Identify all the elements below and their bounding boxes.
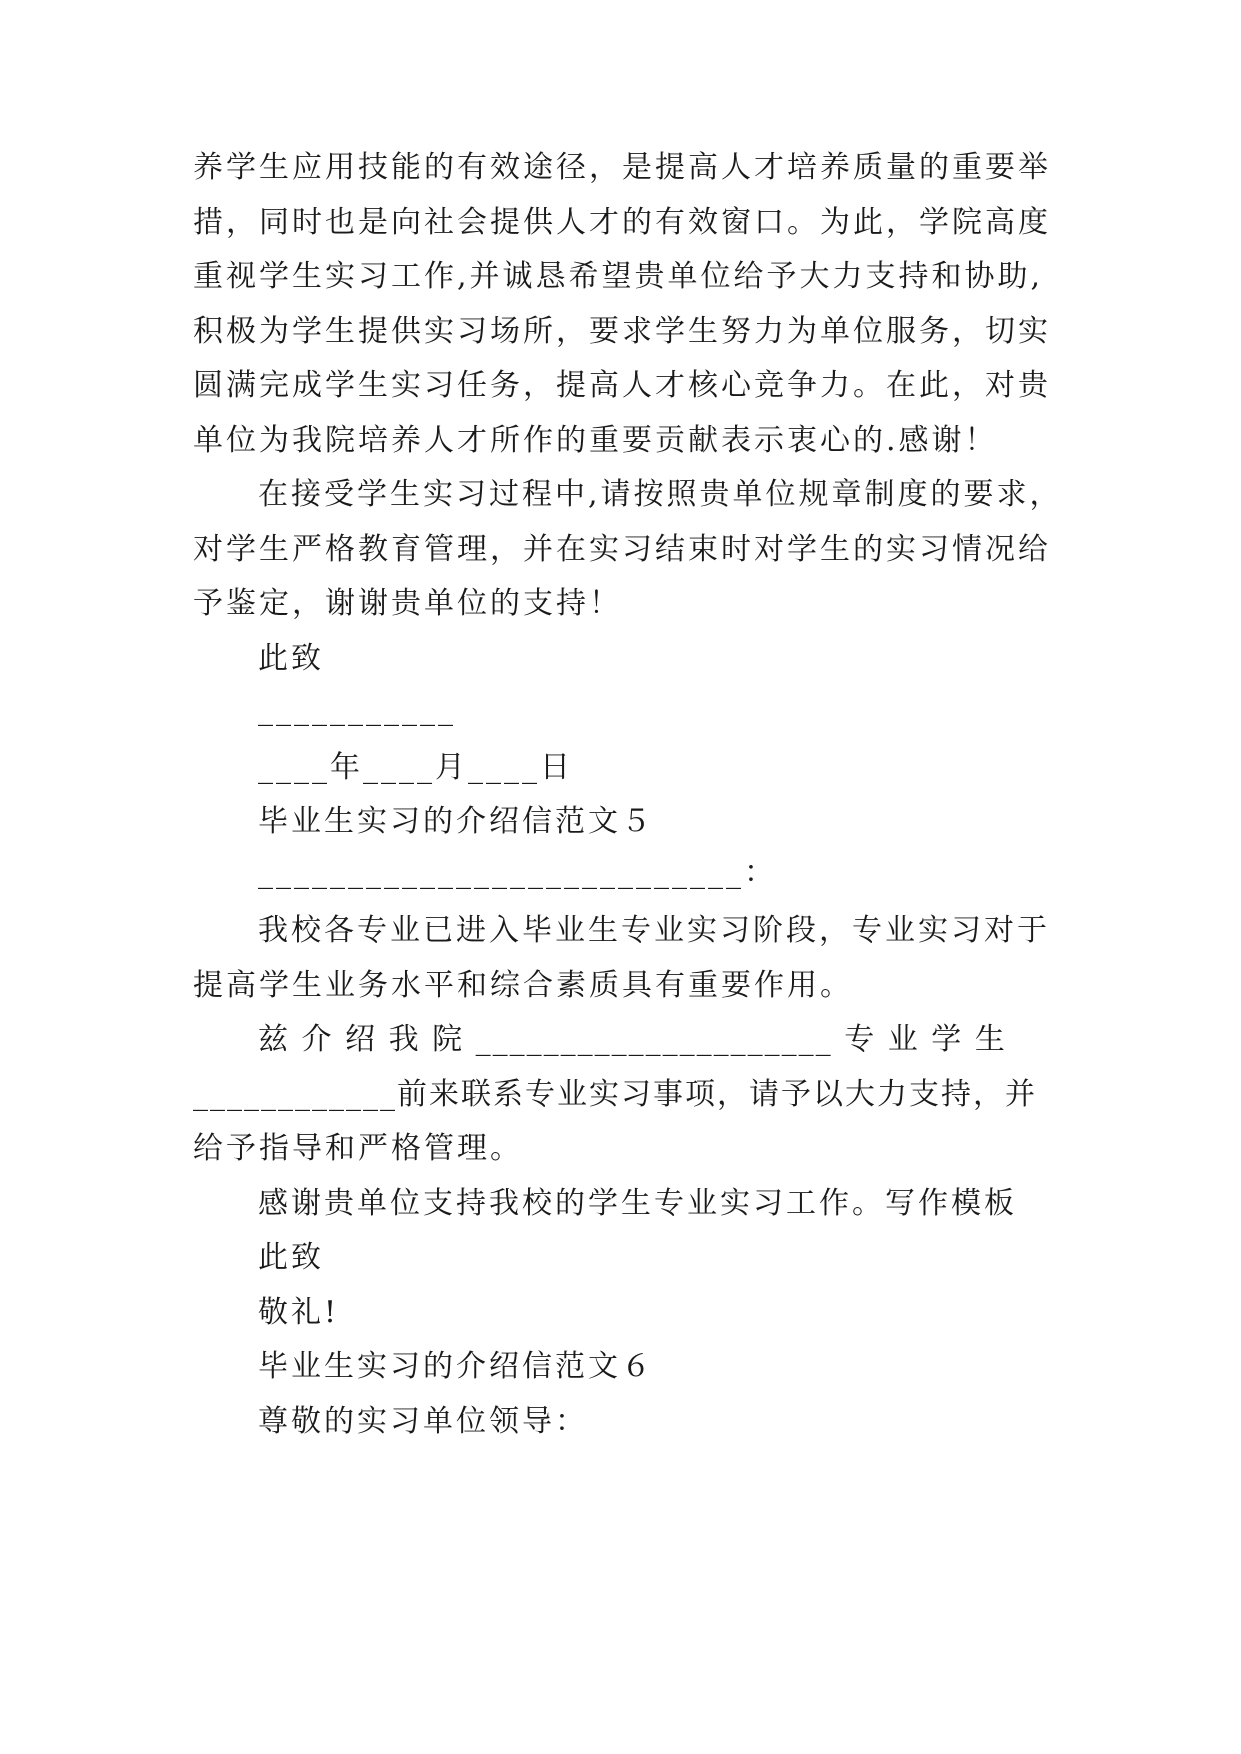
paragraph-line: 在接受学生实习过程中,请按照贵单位规章制度的要求， <box>258 477 1063 512</box>
paragraph-line: 圆满完成学生实习任务，提高人才核心竞争力。在此，对贵 <box>193 368 1051 403</box>
section-title: 毕业生实习的介绍信范文６ <box>258 1349 654 1384</box>
paragraph-line: 给予指导和严格管理。 <box>193 1131 523 1166</box>
paragraph-line: 兹 介 绍 我 院 _____________________ 专 业 学 生 <box>258 1022 1007 1057</box>
paragraph-line: ____________前来联系专业实习事项，请予以大力支持，并 <box>193 1077 1037 1112</box>
paragraph-line: 对学生严格教育管理，并在实习结束时对学生的实习情况给 <box>193 532 1051 567</box>
paragraph-line: 重视学生实习工作,并诚恳希望贵单位给予大力支持和协助, <box>193 259 1044 294</box>
paragraph-line: 积极为学生提供实习场所，要求学生努力为单位服务，切实 <box>193 314 1051 349</box>
closing-salutation: 此致 <box>258 641 324 676</box>
closing-salutation: 敬礼! <box>258 1295 340 1330</box>
recipient-blank: ___________________________： <box>258 855 777 890</box>
date-line: ____年____月____日 <box>258 750 573 785</box>
paragraph-line: 养学生应用技能的有效途径，是提高人才培养质量的重要举 <box>193 150 1051 185</box>
section-title: 毕业生实习的介绍信范文５ <box>258 804 654 839</box>
paragraph-line: 感谢贵单位支持我校的学生专业实习工作。写作模板 <box>258 1186 1017 1221</box>
closing-salutation: 此致 <box>258 1240 324 1275</box>
paragraph-line: 予鉴定，谢谢贵单位的支持！ <box>193 586 622 621</box>
paragraph-line: 单位为我院培养人才所作的重要贡献表示衷心的.感谢！ <box>193 423 998 458</box>
paragraph-line: 我校各专业已进入毕业生专业实习阶段，专业实习对于 <box>258 913 1050 948</box>
paragraph-line: 措，同时也是向社会提供人才的有效窗口。为此，学院高度 <box>193 205 1051 240</box>
recipient-blank: ___________ <box>258 692 456 727</box>
paragraph-line: 提高学生业务水平和综合素质具有重要作用。 <box>193 968 853 1003</box>
greeting-line: 尊敬的实习单位领导： <box>258 1404 588 1439</box>
